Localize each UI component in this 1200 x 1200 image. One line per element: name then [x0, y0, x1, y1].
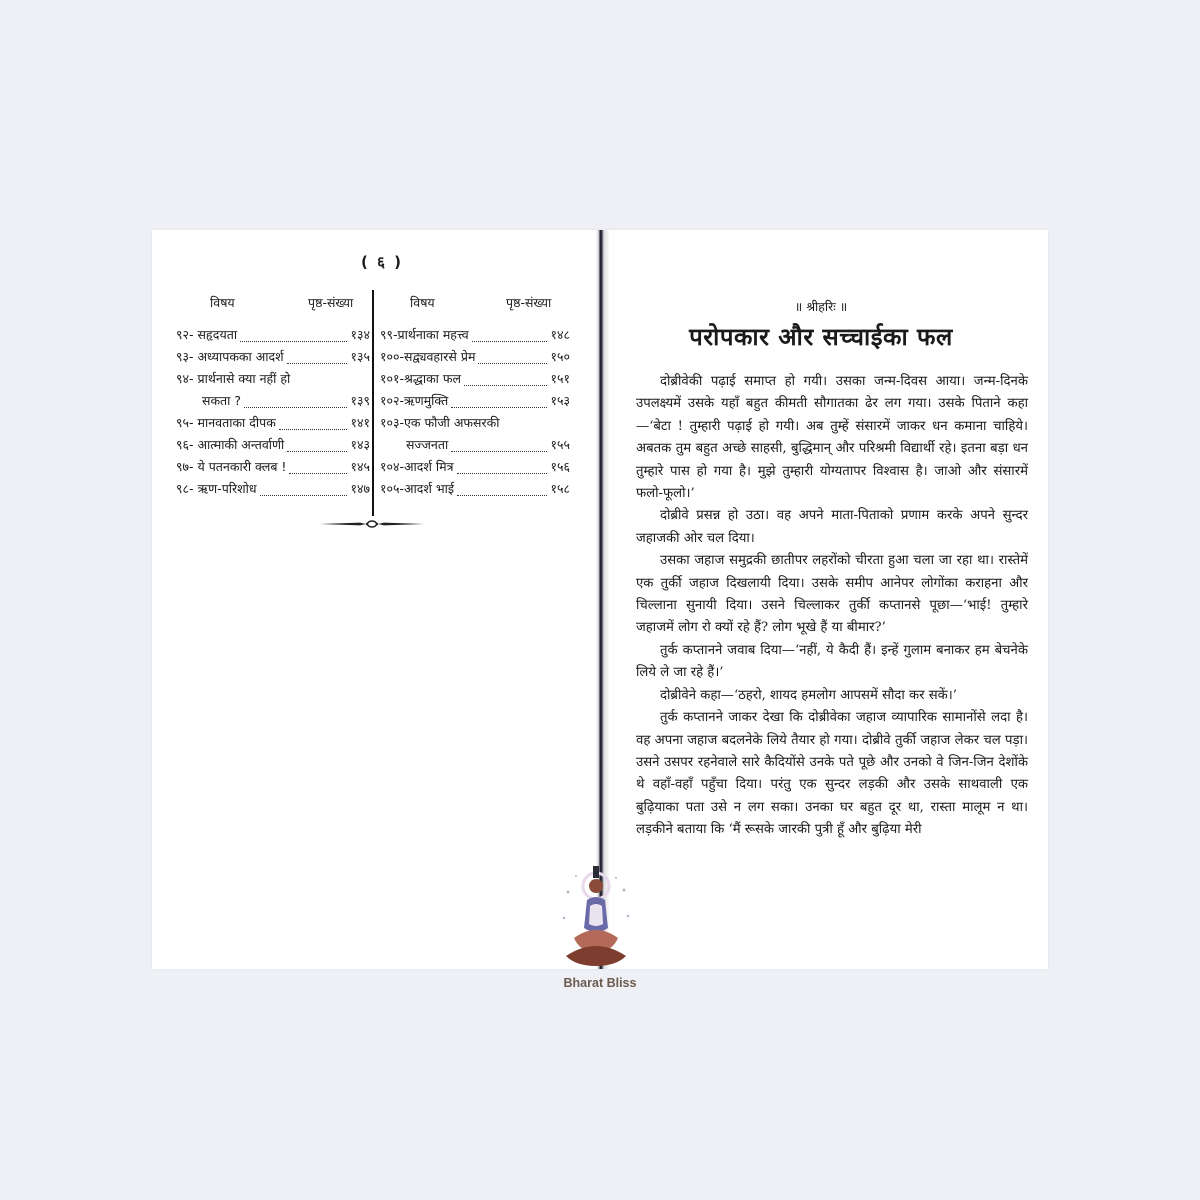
toc-entry-page: १३९ [350, 393, 370, 408]
toc-entry-title: ९७- ये पतनकारी क्लब ! [176, 459, 287, 474]
toc-entry-page: १४१ [350, 415, 370, 430]
toc-entry-page: १३४ [350, 327, 370, 342]
toc-entry-title: ९२- सहृदयता [176, 327, 238, 342]
toc-entry-page: १४८ [550, 327, 570, 342]
toc-leader-dots [478, 355, 547, 364]
toc-entry-page: १४३ [350, 437, 370, 452]
toc-entry [380, 368, 570, 390]
toc-entry-title: १००-सद्व्यवहारसे प्रेम [380, 349, 476, 364]
story-paragraph: दोब्रीवे प्रसन्न हो उठा। वह अपने माता-पिताको प्रणाम करके अपने सुन्दर जहाजकी ओर चल दिया। [636, 508, 1028, 546]
toc-right-column [380, 324, 570, 500]
toc-entry-title: ९६- आत्माकी अन्तर्वाणी [176, 437, 285, 452]
toc-entry-title: ९४- प्रार्थनासे क्या नहीं हो [176, 371, 291, 386]
toc-entry-title: ९५- मानवताका दीपक [176, 415, 276, 430]
toc-entry-title: ९९-प्रार्थनाका महत्त्व [380, 327, 469, 342]
toc-entry-page: १५१ [550, 371, 570, 386]
toc-entry [380, 434, 570, 456]
toc-leader-dots [287, 443, 347, 452]
toc-entry-page: १४५ [350, 459, 370, 474]
toc-leader-dots [451, 443, 547, 452]
invocation-heading: ॥ श्रीहरिः ॥ [794, 299, 848, 314]
gutter-shadow [604, 230, 610, 969]
page-number: ( ६ ) [361, 253, 403, 271]
toc-entry-page: १५३ [550, 393, 570, 408]
story-paragraph: उसका जहाज समुद्रकी छातीपर लहरोंको चीरता हुआ चला जा रहा था। रास्तेमें एक तुर्की जहाज दिखलायी दिया। उसके समीप आनेपर लोगोंका कराहना और चिल्लाना सुनायी दिया। उसने चिल्लाकर तुर्की कप्तानसे पूछा—‘भाई! तुम्हारे जहाजमें लोग रो क्यों रहे हैं? लोग भूखे हैं या बीमार?’ [636, 553, 1028, 636]
toc-entry-title: १०५-आदर्श भाई [380, 481, 455, 496]
toc-entry [380, 412, 570, 434]
toc-header-subject-right: विषय [410, 295, 435, 310]
toc-column-divider [372, 290, 374, 516]
toc-entry [380, 478, 570, 500]
toc-entry [176, 324, 370, 346]
toc-leader-dots [260, 487, 348, 496]
story-title: परोपकार और सच्चाईका फल [689, 323, 953, 351]
toc-entry-page: १५८ [550, 481, 570, 496]
toc-entry-page: १३५ [350, 349, 370, 364]
toc-entry-title: सज्जनता [406, 437, 449, 452]
toc-entry [380, 390, 570, 412]
toc-leader-dots [457, 487, 547, 496]
toc-header-page-right: पृष्ठ-संख्या [506, 295, 552, 310]
toc-entry-title: १०२-ऋणमुक्ति [380, 393, 449, 408]
toc-header-subject-left: विषय [210, 295, 235, 310]
toc-leader-dots [472, 333, 548, 342]
toc-entry-page: १५० [550, 349, 570, 364]
toc-leader-dots [287, 355, 348, 364]
story-paragraph: तुर्क कप्तानने जवाब दिया—‘नहीं, ये कैदी हैं। इन्हें गुलाम बनाकर हम बेचनेके लिये ले जा रहे हैं।’ [636, 642, 1028, 681]
toc-entry [176, 346, 370, 368]
story-paragraph: दोब्रीवेकी पढ़ाई समाप्त हो गयी। उसका जन्म-दिवस आया। जन्म-दिनके उपलक्ष्यमें उसके यहाँ बहुत कीमती सौगातका ढेर लग गया। उसके पिताने कहा—‘बेटा ! तुम्हारी पढ़ाई हो गयी। अब तुम्हें संसारमें जाकर धन कमाना चाहिये। अबतक तुम बहुत अच्छे साहसी, बुद्धिमान् और परिश्रमी विद्यार्थी रहे। इतना बड़ा धन तुम्हारे पास हो गया है। मुझे तुम्हारी योग्यतापर विश्वास है। जाओ और संसारमें फलो-फूलो।’ [636, 374, 1028, 502]
toc-entry-page: १५५ [550, 437, 570, 452]
toc-leader-dots [279, 421, 348, 430]
book-spread [152, 230, 1048, 969]
toc-entry [380, 456, 570, 478]
toc-entry-title: १०१-श्रद्धाका फल [380, 371, 462, 386]
story-body [636, 371, 1028, 842]
toc-leader-dots [464, 377, 547, 386]
toc-entry-page: १५६ [550, 459, 570, 474]
toc-entry [176, 434, 370, 456]
story-paragraph: दोब्रीवेने कहा—‘ठहरो, शायद हमलोग आपसमें सौदा कर सकें।’ [660, 687, 957, 703]
meditation-logo-icon [556, 866, 636, 976]
toc-left-column [176, 324, 370, 500]
toc-leader-dots [244, 399, 347, 408]
toc-entry [380, 324, 570, 346]
toc-leader-dots [451, 399, 547, 408]
toc-entry-title: ९८- ऋण-परिशोध [176, 481, 257, 496]
toc-entry-title: १०३-एक फौजी अफसरकी [380, 415, 500, 430]
toc-entry [176, 478, 370, 500]
toc-entry-title: १०४-आदर्श मित्र [380, 459, 454, 474]
toc-entry [380, 346, 570, 368]
brand-watermark: Bharat Bliss [563, 976, 637, 990]
toc-leader-dots [457, 465, 548, 474]
toc-header-page-left: पृष्ठ-संख्या [308, 295, 354, 310]
toc-entry [176, 412, 370, 434]
toc-entry-page: १४७ [350, 481, 370, 496]
ornament-divider [320, 518, 424, 530]
story-paragraph: तुर्क कप्तानने जाकर देखा कि दोब्रीवेका जहाज व्यापारिक सामानोंसे लदा है। वह अपना जहाज बदलनेके लिये तैयार हो गया। दोब्रीवे तुर्की जहाज लेकर चल पड़ा। उसने उसपर रहनेवाले सारे कैदियोंसे उनके पते पूछे और उनको वे जिन-जिन देशोंके थे वहाँ-वहाँ पहुँचा दिया। परंतु एक सुन्दर लड़की और उसके साथवाली एक बुढ़ियाका पता उसे न लग सका। उनका घर बहुत दूर था, रास्ता मालूम न था। लड़कीने बताया कि ‘मैं रूसके जारकी पुत्री हूँ और बुढ़िया मेरी [636, 710, 1029, 838]
toc-entry-title: ९३- अध्यापकका आदर्श [176, 349, 284, 364]
toc-entry-title: सकता ? [202, 393, 242, 408]
toc-leader-dots [289, 465, 347, 474]
book-gutter [596, 230, 604, 969]
toc-entry [176, 390, 370, 412]
toc-entry [176, 368, 370, 390]
toc-leader-dots [240, 333, 347, 342]
toc-entry [176, 456, 370, 478]
